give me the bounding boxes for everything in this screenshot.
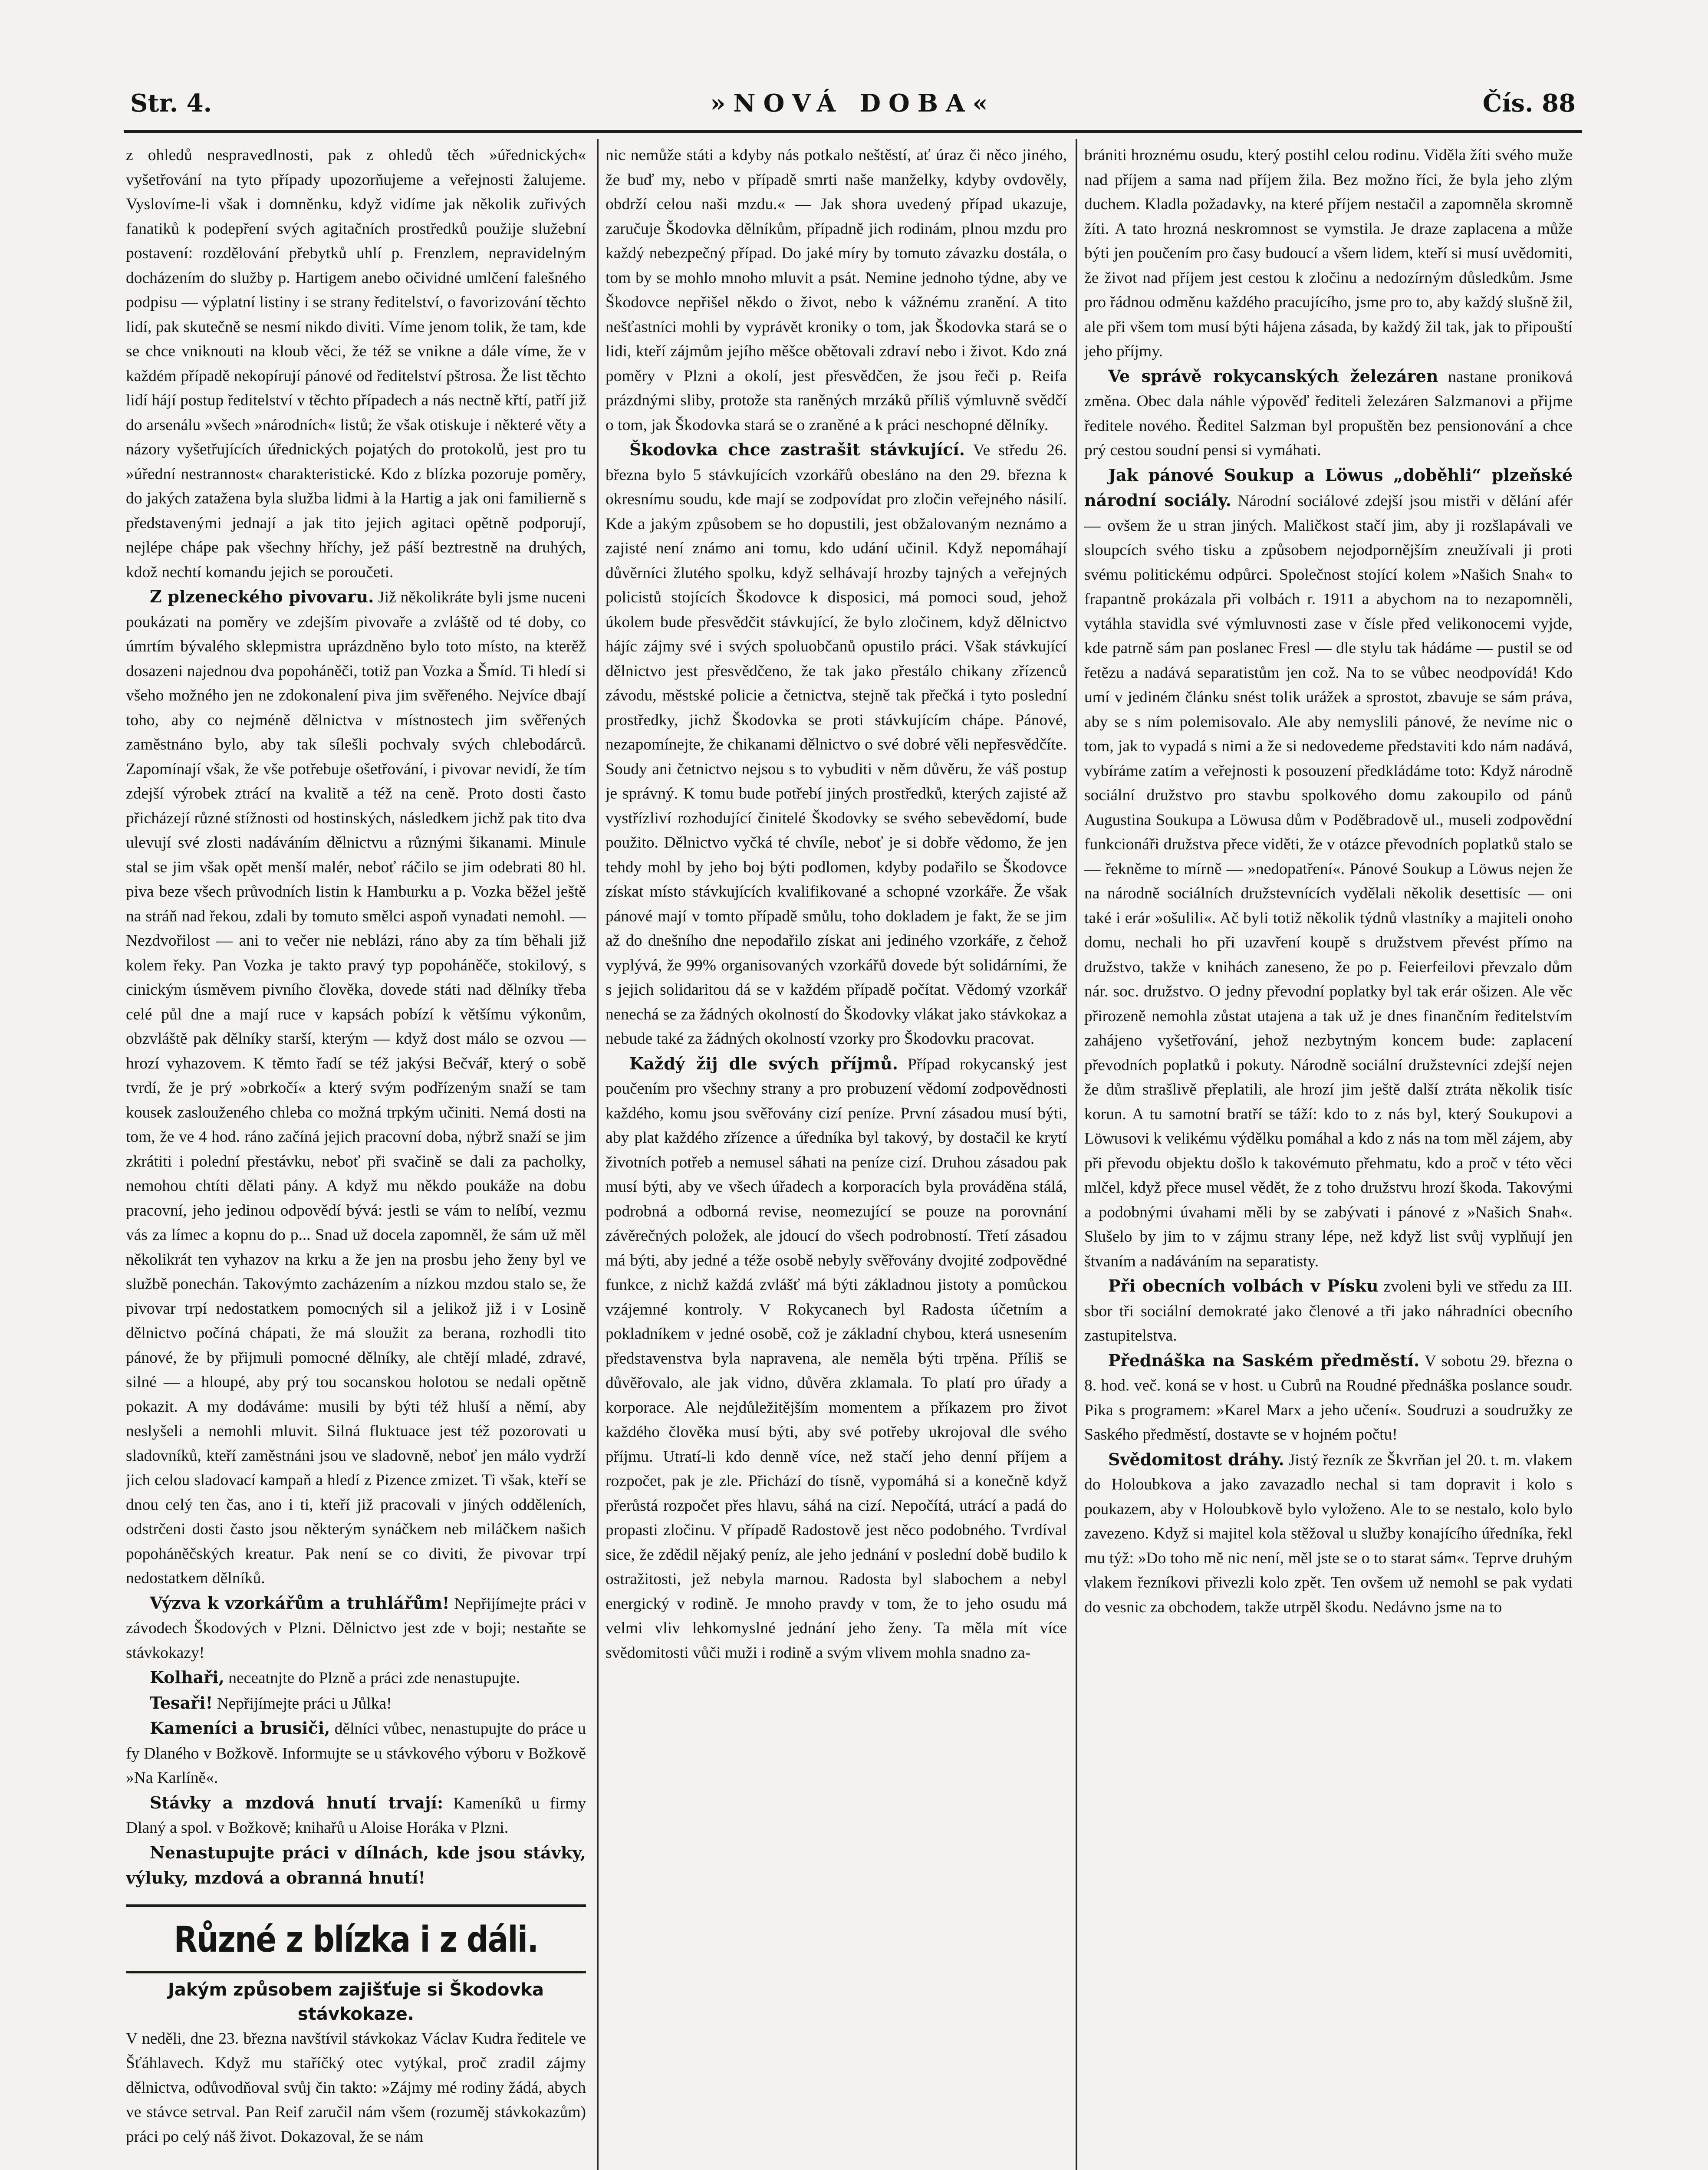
article-paragraph: Jakým způsobem zajišťuje si Škodovka stávkokaze. V neděli, dne 23. března navštívil stávkokaz Václav Kudra ředitele ve Šťáhlavech. Když mu staříčký otec vytýkal, proč zradil zájmy dělnictva, odůvodňoval svůj čin takto: »Zájmy mé rodiny žádá, abych ve stávce setrval. Pan Reif zaručil nám všem (rozuměj stávkokazům) práci po celý náš život. Dokazoval, že se nám — [126, 1978, 586, 2150]
article-heading: Jak pánové Soukup a Löwus „doběhli“ plzeňské národní sociály. — [1084, 465, 1573, 510]
notice-heading: Výzva k vzorkářům a truhlářům! — [150, 1593, 450, 1613]
article-paragraph: z ohledů nespravedlnosti, pak z ohledů těch »úřednických« vyšetřování na tyto případy upozorňujeme a veřejnosti žalujeme. Vyslovíme-li však i domněnku, když vidíme jak několik zuřivých fanatiků k podepření svých agitačních prostředků použije služební postavení: rozdělování přebytků uhlí p. Frenzlem, nepravidelným docházením do služby p. Hartigem anebo očividné umlčení falešného podpisu — výplatní listiny i se strany ředitelství, o favorizování těchto lidí, pak skutečně se nesmí nikdo diviti. Víme jenom tolik, že tam, kde se chce vniknouti na kloub věci, že též se vnikne a dále víme, že v každém případě nekopírují pánové od ředitelství pštrosa. Že list těchto lidí hájí postup ředitelství v těchto případech a nás nectně křtí, patří již do arsenálu »všech »národních« listů; že však otiskuje i některé věty a názory vyšetřujících úřednických pojatých do protokolů, jest pro tu »úřední nestrannost« charakteristické. Kdo z blízka pozoruje poměry, do jakých zatažena byla služba lidmi à la Hartig a jak oni familierně s představenými jednají a jak tito jejich agitaci opětně podporují, nejlépe chápe pak všechny hříchy, jež páší beztrestně na druhých, kdož nechtí komandu jejich se poroučeti. — [126, 146, 586, 581]
article-paragraph: Při obecních volbách v Písku zvoleni byli ve středu za III. sbor tři sociální demokraté jako členové a tři jako náhradníci obecního zastupitelstva. — [1084, 1276, 1573, 1345]
article-paragraph: Každý žij dle svých příjmů. Případ rokycanský jest poučením pro všechny strany a pro probuzení vědomí zodpovědnosti každého, komu jsou svěřovány cizí peníze. První zásadou musí býti, aby plat každého zřízence a úředníka byl takový, by dostačil ke krytí životních potřeb a nemusel sáhati na peníze cizí. Druhou zásadou pak musí býti, aby ve všech úřadech a korporacích byla prováděna stálá, podrobná a odborná revise, neomezující se pouze na porovnání závěrečných položek, ale jdoucí do všech podrobností. Třetí zásadou má býti, aby jedné a téže osobě nebyly svěřovány dvojité zodpovědné funkce, z nichž každá zvlášť má býti základnou jistoty a pomůckou vzájemné kontroly. V Rokycanech byl Radosta účetním a pokladníkem v jedné osobě, což je základní chybou, která usnesením představenstva byla napravena, ale neměla býti trpěna. Příliš se důvěřovalo, ale jak vidno, důvěra zklamala. To platí pro úřady a korporace. Ale nejdůležitějším momentem a příkazem pro život každého člověka musí býti, aby své potřeby ukrojoval dle svého příjmu. Utratí-li kdo denně více, než stačí jeho denní příjem a rozpočet, pak je zle. Přichází do tísně, vypomáhá si a konečně když přerůstá rozpočet přes hlavu, sáhá na cizí. Nepočítá, utrácí a padá do propasti zločinu. V případě Radostově jest něco podobného. Tvrdíval sice, že zdědil nějaký peníz, ale jeho jednání v poslední době budilo k ostražitosti, jež nebyla marnou. Radosta byl slabochem a nebyl energický v rodině. Je mnoho pravdy v tom, že to jeho osudu má velmi vliv lehkomyslné jednání jeho ženy. Ta měla mít více svědomitosti vůči muži i rodině a svým vlivem mohla snadno za- — [606, 1053, 1067, 1662]
article-paragraph: Jak pánové Soukup a Löwus „doběhli“ plzeňské národní sociály. Národní sociálové zdejší jsou mistři v dělání afér — ovšem že u stran jiných. Maličkost stačí jim, aby ji rozšlapávali ve sloupcích svého tisku a způsobem nejodpornějším zneužívali ji proti svému politickému odpůrci. Společnost stojící kolem »Našich Snah« to frapantně prokázala při volbách r. 1911 a abychom na to nezapomněli, vytáhla stavidla své výmluvnosti zase v čísle před velikonocemi vyjde, kde patrně sám pan poslanec Fresl — dle stylu tak hádáme — pustil se od řetězu a nadává separatistům jen což. Na to se vůbec neodpovídá! Kdo umí v jediném článku snést tolik urážek a sprostot, zbavuje se sám práva, aby se s ním polemisovalo. Ale aby nemyslili pánové, že nevíme nic o tom, jak to vypadá s nimi a že si nedovedeme představiti kdo nám nadává, vybíráme zatím a veřejnosti k posouzení předkládáme toto: Když národně sociální družstvo pro stavbu spolkového domu zakoupilo od pánů Augustina Soukupa a Löwusa dům v Poděbradově ul., museli zodpovědní funkcionáři družstva přece viděti, že v otázce převodních poplatků stalo se — řekněme to mírně — »nedopatření«. Pánové Soukup a Löwus nejen že na národně sociálních družstevnících vydělali několik desettisíc — oni také i erár »ošulili«. Ač byli totiž několik týdnů vlastníky a majiteli onoho domu, nechali ho při uzavření koupě s družstvem převést přímo na družstvo, takže v knihách zaneseno, že po p. Feierfeilovi převzalo dům nár. soc. družstvo. O jedny převodní poplatky byl tak erár ošizen. Ale věc přirozeně nemohla zůstat utajena a tak už je dnes finančním ředitelstvím zahájeno vyšetřování, jehož nezbytným koncem bude: zaplacení převodních poplatků i pokuty. Národně sociální družstevníci zdejší nejen že dům strašlivě přeplatili, ale hrozí jim ještě další ztráta několik tisíc korun. A tu samotní bratří se táží: kdo to z nás byl, který Soukupovi a Löwusovi k velikému výdělku pomáhal a kdo z nás na tom měl zájem, aby při převodu objektu došlo k takovémuto přehmatu, kdo a proč v této věci mlčel, když přece musel vědět, že z toho družstvu hrozí škoda. Takovými a podobnými úvahami měli by se zabývati i pánové z »Našich Snah«. Slušelo by jim to v zájmu strany lépe, než když list svůj vyplňují jen štvaním a nadáváním na separatisty. — [1084, 465, 1573, 1270]
column-2 — [606, 143, 1067, 2170]
notice-paragraph: Stávky a mzdová hnutí trvají: Kameníků u firmy Dlaný a spol. v Božkově; knihařů u Aloise Horáka v Plzni. — [126, 1792, 586, 1837]
article-paragraph: Škodovka chce zastrašit stávkující. Ve středu 26. března bylo 5 stávkujících vzorkářů obesláno na den 29. března k okresnímu soudu, kde mají se zodpovídat pro zločin veřejného násilí. Kde a jakým způsobem se ho dopustili, jest obžalovaným neznámo a zajisté není známo ani tomu, kdo udání učinil. Když nepomáhají důvěrníci žlutého spolku, když selhávají hrozby tajných a veřejných policistů stojících Škodovce k disposici, má pomoci soud, jehož úkolem bude přesvědčit stávkující, že bylo zločinem, když dělnictvo hájíc zájmy své i svých spoluobčanů opustilo práci. Však stávkující dělnictvo jest přesvědčeno, že tak jako přestálo chikany zřízenců závodu, městské policie a četnictva, stejně tak přečká i tyto poslední prostředky, jichž Škodovka se proti stávkujícím chápe. Pánové, nezapomínejte, že chikanami dělnictvo o své dobré věli nepřesvědčíte. Soudy ani četnictvo nejsou s to vybuditi v něm důvěru, že váš postup je správný. K tomu bude potřebí jiných prostředků, kterých zajisté až vystřízliví rozhodující činitelé Škodovky se svého sebevědomí, bude použito. Dělnictvo vyčká té chvíle, neboť je si dobře vědomo, že jen tehdy mohl by jeho boj býti podlomen, kdyby podařilo se Škodovce získat místo stávkujících kvalifikované a schopné vzorkáře. Že však pánové mají v tomto případě smůlu, toho dokladem je fakt, že se jim až do dnešního dne nepodařilo získat ani jediného vzorkáře, z čehož vyplývá, že 99% organisovaných vzorkářů dovede být solidárními, že s jejich solidaritou dá se v každém případě počítat. Vědomý vzorkář nenechá se za žádných okolností do Škodovky vlákat jako stávkokaz a nebude také za žádných okolností vzorky pro Škodovku pracovat. — [606, 440, 1067, 1048]
notice-paragraph — [126, 1841, 586, 1891]
column-3 — [1084, 143, 1573, 2170]
article-heading: Škodovka chce zastrašit stávkující. — [629, 440, 965, 459]
notice-heading: Stávky a mzdová hnutí trvají: — [150, 1792, 444, 1812]
notice-paragraph: Kameníci a brusiči, dělníci vůbec, nenastupujte do práce u fy Dlaného v Božkově. Informujte se u stávkového výboru v Božkově »Na Karlíně«. — [126, 1718, 586, 1787]
notice-heading: Kameníci a brusiči, — [150, 1718, 330, 1738]
newspaper-title: »NOVÁ DOBA« — [710, 89, 996, 118]
notice-bold-text: Nenastupujte práci v dílnách, kde jsou stávky, výluky, mzdová a obranná hnutí! — [126, 1842, 586, 1887]
page-number: Str. 4. — [130, 89, 212, 118]
header-rule — [124, 130, 1582, 133]
article-paragraph: Z plzeneckého pivovaru. Již několikráte byli jsme nuceni poukázati na poměry ve zdejším pivovaře a zvláště od té doby, co úmrtím bývalého sklepmistra uprázdněno bylo toto místo, na kterěž dosazeni najednou dva popoháněči, totiž pan Vozka a Šmíd. Ti hledí si všeho možného jen ne zdokonalení piva jim svěřeného. Nejvíce dbají toho, aby co nejméně dělnictva v místnostech jim svěřených zaměstnáno bylo, aby tak sílešli pochvaly svých chlebodárců. Zapomínají však, že vše potřebuje ošetřování, i pivovar nevidí, že tím zdejší výrobek ztrácí na kvalitě a též na ceně. Proto dosti často přicházejí různé stížnosti od hostinských, následkem jichž pak tito dva ulevují své zlosti nadáváním dělnictvu a různými šikanami. Minule stal se jim však opět menší malér, neboť ráčilo se jim odebrati 80 hl. piva beze všech průvodních listin k Hamburku a p. Vozka běžel ještě na stráň nad řekou, zdali by tomuto smělci aspoň vynadati nemohl. — Nezdvořilost — ani to večer nie neblázi, ráno aby za tím běhali již kolem řeky. Pan Vozka je takto pravý typ popoháněče, stokilový, s cinickým úsměvem pivního člověka, dovede státi nad dělníky třeba celé půl dne a mají ruce v kapsách pobízí k většímu výkonům, obzvláště pak dělníky starší, kterým — když dost málo se ozvou — hrozí vyhazovem. K těmto řadí se též jakýsi Bečvář, který o sobě tvrdí, že je prý »obrkočí« a který svým podřízeným snaží se tam kousek zaslouženého chleba co možná trpkým učiniti. Nemá dosti na tom, že ve 4 hod. ráno začíná jejich pracovní doba, nýbrž snaží se jim zkrátiti i polední přestávku, neboť při svačině se dali za pacholky, nemohou chtíti dělati pány. A když mu někdo poukáže na dobu pracovní, jeho jedinou odpovědí bývá: jestli se vám to nelíbí, vezmu vás za límec a kopnu do p... Snad už docela zapomněl, že sám už měl několikrát ten vyhazov na krku a že jen na prosbu jeho ženy byl ve službě ponechán. Takovýmto zacházením a nízkou mzdou stalo se, že pivovar trpí nedostatkem pomocných sil a jelikož již i v Losině dělnictvo počíná chápati, že má sloužit za berana, rozhodli tito pánové, že by přijmuli pomocné dělníky, ale chtějí mladé, zdravé, silné — a hloupé, aby prý tou socanskou holotou se nedali opětně pokazit. A my dodáváme: musili by býti též hluší a němí, aby neslyšeli a nemohli mluvit. Silná fluktuace jest též pozorovati u sladovníků, kteří zaměstnáni jsou ve sladovně, neboť jen málo vydrží jich celou sladovací kampaň a hledí z Pizence zmizet. Ti však, kteří se dnou celý ten čas, ano i ti, kteří již pracovali v jiných odděleních, odstrčeni dosti často jsou některým synáčkem neb miláčkem našich popoháněčských kreatur. Pak není se co diviti, že pivovar trpí nedostatkem dělníků. — [126, 587, 586, 1587]
article-heading: Svědomitost dráhy. — [1108, 1449, 1284, 1469]
notice-paragraph: Výzva k vzorkářům a truhlářům! Nepřijímejte práci v závodech Škodových v Plzni. Dělnictvo jest zde v boji; nestaňte se stávkokazy! — [126, 1593, 586, 1662]
page-header — [130, 89, 1576, 124]
notice-heading: Kolhaři, — [150, 1667, 224, 1687]
article-heading: Ve správě rokycanských železáren — [1108, 366, 1438, 386]
notice-heading: Tesaři! — [150, 1693, 213, 1713]
article-paragraph: Svědomitost dráhy. Jistý řezník ze Škvrňan jel 20. t. m. vlakem do Holoubkova a jako zavazadlo nechal si tam dopravit i kolo s poukazem, aby v Holoubkově bylo vyloženo. Ale to se nestalo, kolo bylo zavezeno. Když si majitel kola stěžoval u služby konajícího úředníka, řekl mu týž: »Do toho mě nic není, měl jste se o to starat sám«. Teprve druhým vlakem řezníkovi přivezli kolo zpět. Ten ovšem už nemohl se pak vydati do vesnic za obchodem, takže utrpěl škodu. Nedávno jsme na to — [1084, 1449, 1573, 1616]
column-divider — [1076, 139, 1077, 2170]
column-divider — [597, 139, 599, 2170]
article-paragraph: nic nemůže státi a kdyby nás potkalo neštěstí, ať úraz či něco jiného, že buď my, nebo v případě smrti naše manželky, kdyby ovdověly, obdrží celou naši mzdu.« — Jak shora uvedený případ ukazuje, zaručuje Škodovka dělníkům, případně jich rodinám, plnou mzdu pro každý nebezpečný případ. Do jaké míry by tomuto závazku dostála, o tom by se mohlo mnoho mluvit a psát. Nemine jednoho týdne, aby ve Škodovce nepřišel někdo o život, nebo k vážnému zranění. A tito nešťastníci mohli by vyprávět kroniky o tom, jak Škodovka stará se o lidi, kteří zájmům jejího měšce obětovali zdraví nebo i život. Kdo zná poměry v Plzni a okolí, jest přesvědčen, že jsou řeči p. Reifa prázdnými sliby, protože sta raněných mrzáků příliš výmluvně svědčí o tom, jak Škodovka stará se o zraněné a k práci neschopné dělníky. — [606, 146, 1067, 434]
article-heading: Přednáška na Saském předměstí. — [1108, 1350, 1420, 1370]
section-title-box — [126, 1904, 586, 1973]
column-1 — [126, 143, 586, 2170]
article-paragraph: Ve správě rokycanských železáren nastane proniková změna. Obec dala náhle výpověď řediteli železáren Salzmanovi a přijme ředitele nového. Ředitel Salzman byl propuštěn bez pensionování a chce prý cestou soudní pensi si vymáhati. — [1084, 366, 1573, 459]
notice-paragraph: Tesaři! Nepřijímejte práci u Jůlka! — [150, 1693, 392, 1713]
article-paragraph: brániti hroznému osudu, který postihl celou rodinu. Viděla žíti svého muže nad příjem a sama nad příjem žila. Bez možno říci, že byla jeho zlým duchem. Kladla požadavky, na které příjem nestačil a zapomněla skromně žíti. A tato hrozná neskromnost se vymstila. Je draze zaplacena a může býti jen poučením pro časy budoucí a všem lidem, kteří si musí uvědomiti, že život nad příjem jest cestou k zločinu a nedozírným důsledkům. Jsme pro řádnou odměnu každého pracujícího, jsme pro to, aby každý slušně žil, ale při všem tom musí býti hájena zásada, by každý žil tak, jak to připouští jeho příjmy. — [1084, 146, 1573, 360]
article-heading: Každý žij dle svých příjmů. — [629, 1053, 898, 1073]
article-heading: Z plzeneckého pivovaru. — [150, 587, 374, 606]
issue-number: Čís. 88 — [1482, 89, 1576, 118]
article-heading: Při obecních volbách v Písku — [1108, 1276, 1379, 1295]
article-heading: Jakým způsobem zajišťuje si Škodovka stávkokaze. — [168, 1979, 544, 2024]
notice-paragraph: Kolhaři, neceatnjte do Plzně a práci zde nenastupujte. — [150, 1667, 520, 1687]
article-paragraph: Přednáška na Saském předměstí. V sobotu 29. března o 8. hod. več. koná se v host. u Cubrů na Roudné přednáška poslance soudr. Pika s programem: »Karel Marx a jeho učení«. Soudruzi a soudružky ze Saského předměstí, dostavte se v hojném počtu! — [1084, 1350, 1573, 1443]
section-title: Různé z blízka i z dáli. — [174, 1919, 538, 1960]
